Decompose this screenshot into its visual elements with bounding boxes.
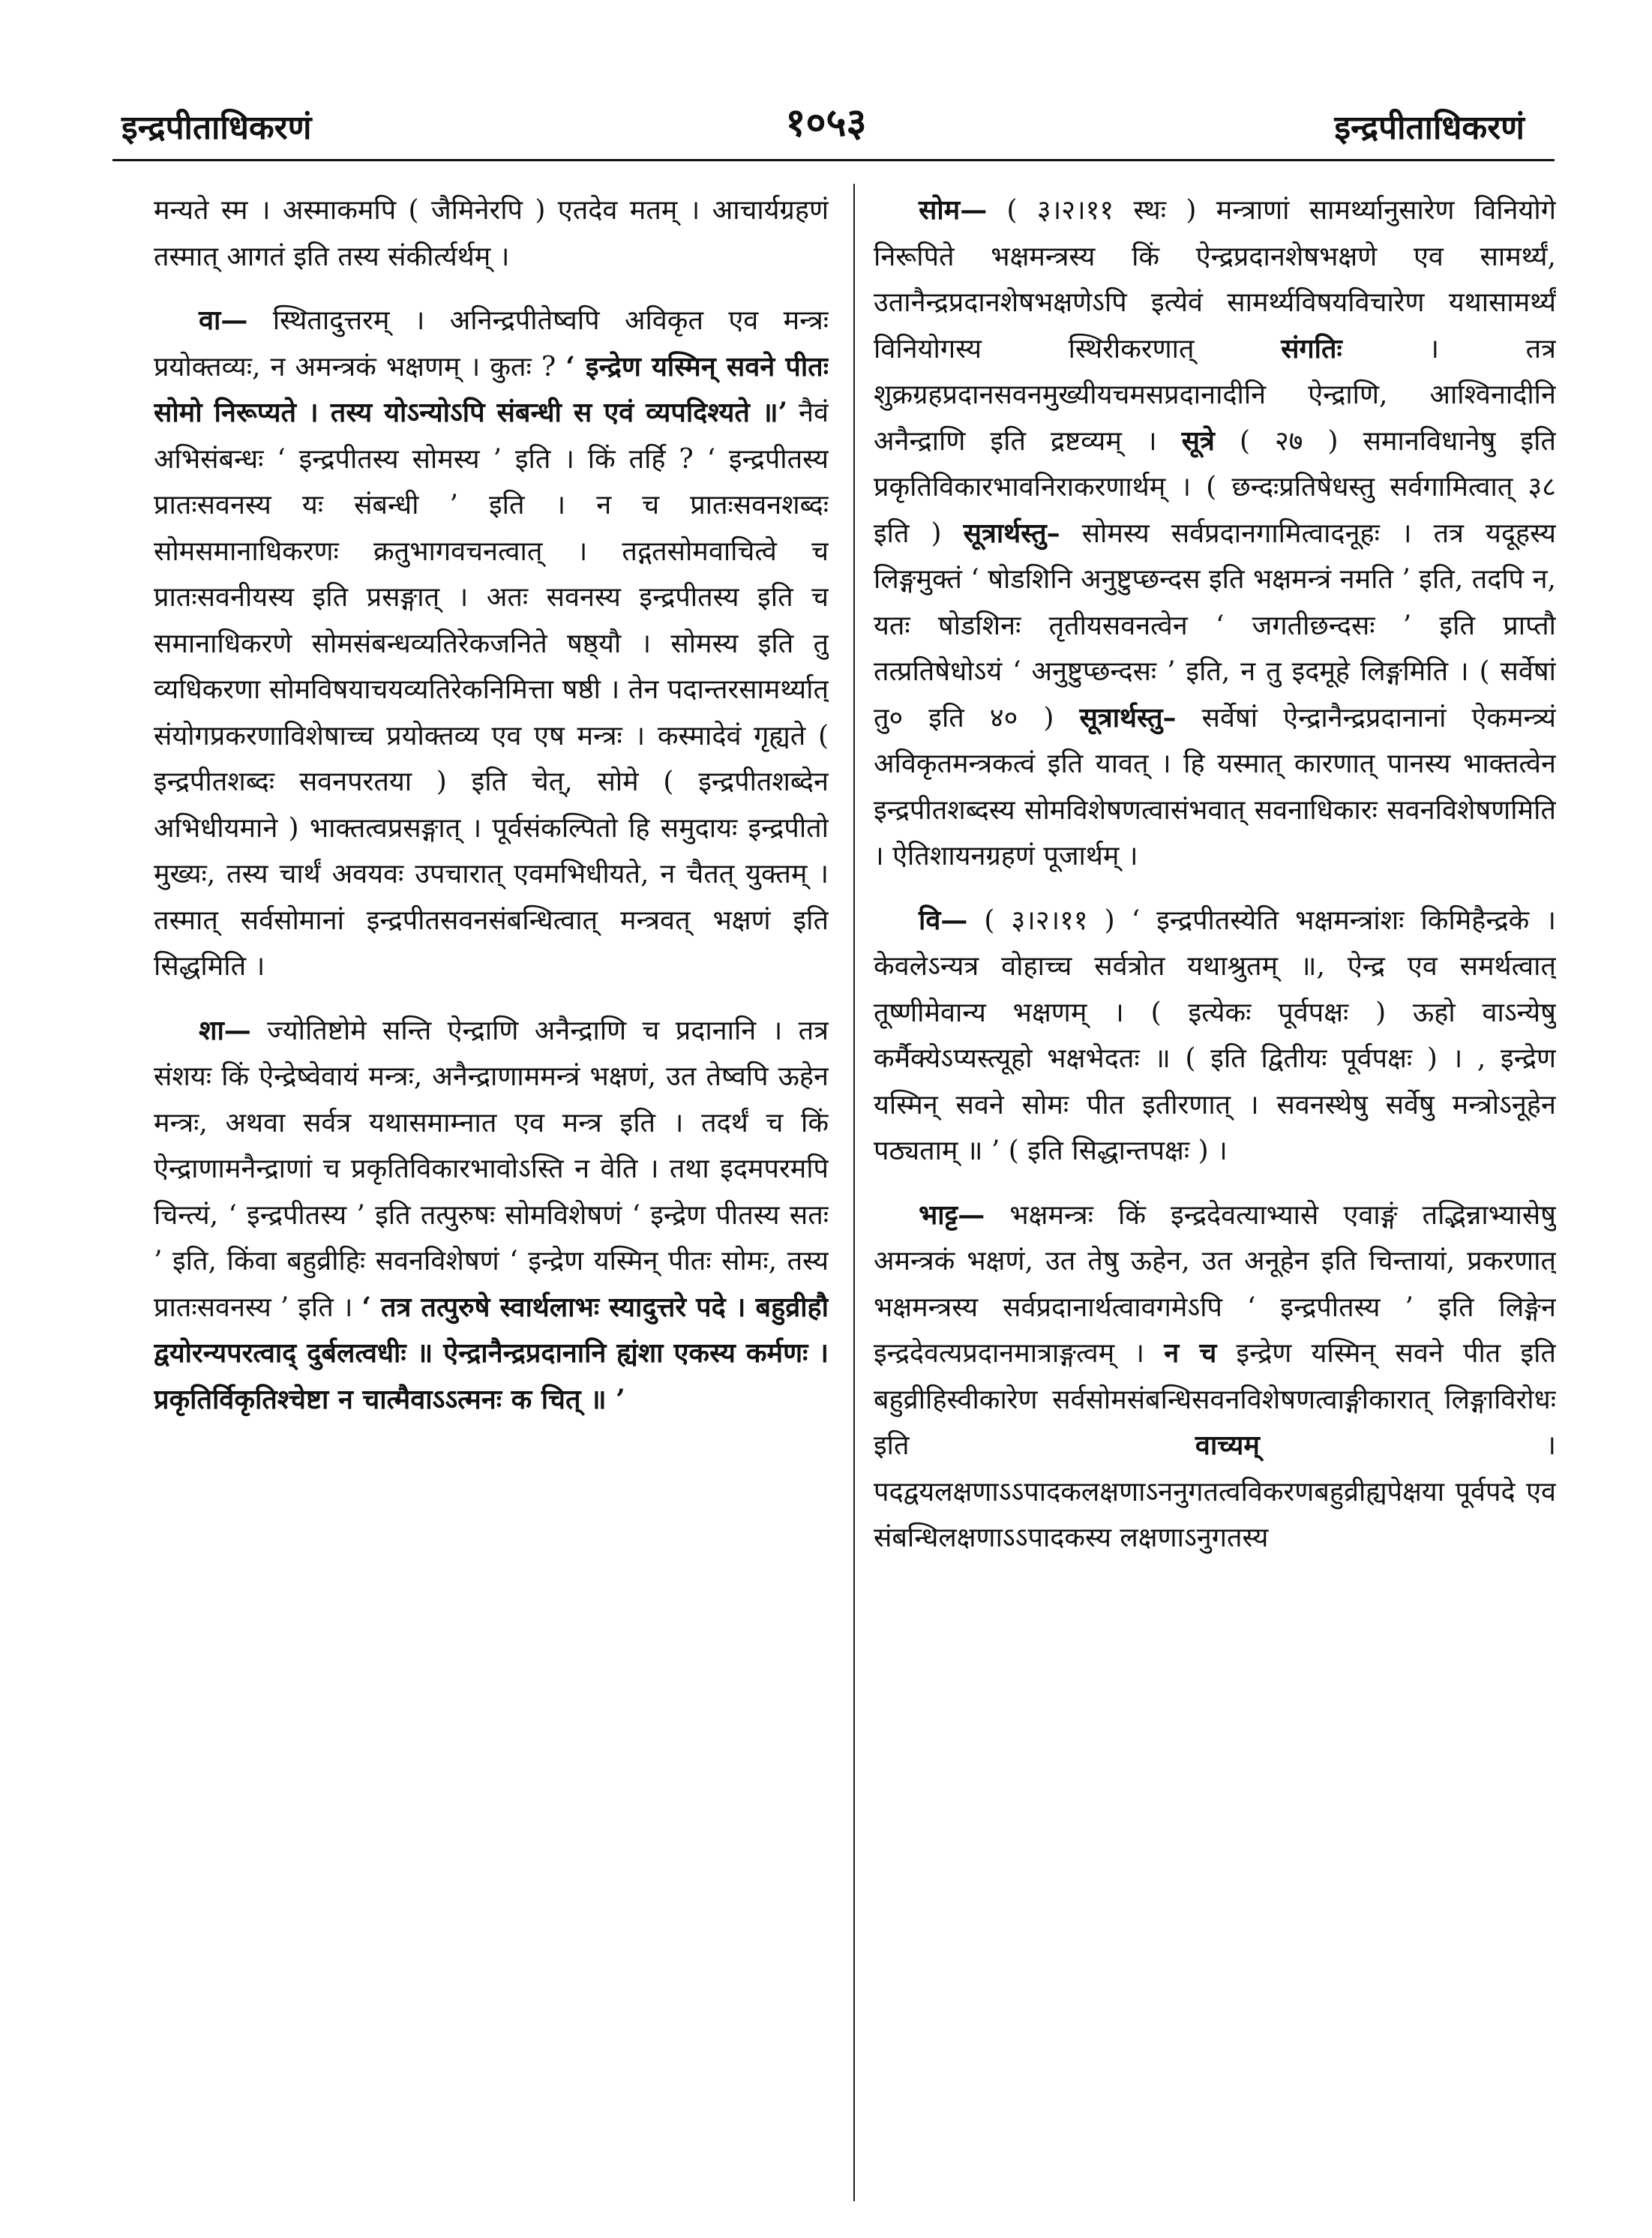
verse-quote: ‘ इन्द्रेण यस्मिन् सवने पीतः सोमो निरूप्यते । तस्य योऽन्योऽपि संबन्धी स एवं व्यपदिश्यते ॥’: [154, 350, 829, 428]
paragraph-text: सोमस्य सर्वप्रदानगामित्वादनूहः । तत्र यदूहस्य लिङ्गमुक्तं ‘ षोडशिनि अनुष्टुप्छन्दस इति भक्षमन्त्रं नमति ’ इति, तदपि न, यतः षोडशिनः तृतीयसवनत्वेन ‘ जगतीछन्दसः ’ इति प्राप्तौ तत्प्रतिषेधोऽयं ‘ अनुष्टुप्छन्दसः ’ इति, न तु इदमूहे लिङ्गमिति । ( सर्वेषां तु० इति ४० ): [874, 518, 1556, 734]
emphasis: संगतिः: [1281, 332, 1342, 364]
commentary-tag: भाट्ट—: [919, 1198, 985, 1231]
paragraph-text: । पदद्वयलक्षणाऽऽपादकलक्षणाऽननुगतत्वविकरणबहुव्रीह्यपेक्षया पूर्वपदे एव संबन्धिलक्षणाऽऽपादकस्य लक्षणाऽनुगतस्य: [874, 1430, 1556, 1553]
page-header: [112, 88, 1540, 156]
paragraph-text: मन्यते स्म । अस्माकमपि ( जैमिनेरपि ) एतदेव मतम् । आचार्यग्रहणं तस्मात् आगतं इति तस्य संकीर्त्यर्थम् ।: [154, 195, 829, 272]
header-rule: [112, 159, 1555, 161]
paragraph: [154, 298, 829, 990]
paragraph: [874, 898, 1556, 1174]
emphasis: वाच्यम्: [1195, 1430, 1260, 1461]
commentary-tag: वा—: [199, 304, 248, 336]
paragraph-text: ( ३।२।११ स्थः ) मन्त्राणां सामर्थ्यानुसारेण विनियोगे निरूपिते भक्षमन्त्रस्य किं ऐन्द्रप्रदानशेषभक्षणे एव सामर्थ्यं, उतानैन्द्रप्रदानशेषभक्षणेऽपि इत्येवं सामर्थ्यविषयविचारेण यथासामर्थ्यं विनियोगस्य स्थिरीकरणात्: [874, 195, 1556, 364]
commentary-tag: सोम—: [919, 194, 988, 226]
paragraph-text: भक्षमन्त्रः किं इन्द्रदेवत्याभ्यासे एवाङ्गं तद्भिन्नाभ्यासेषु अमन्त्रकं भक्षणं, उत तेषु ऊहेन, उत अनूहेन इति चिन्तायां, प्रकरणात् भक्षमन्त्रस्य सर्वप्रदानार्थत्वावगमेऽपि ‘ इन्द्रपीतस्य ’ इति लिङ्गेन इन्द्रदेवत्यप्रदानमात्राङ्गत्वम् ।: [874, 1199, 1556, 1369]
commentary-tag: वि—: [919, 904, 968, 936]
paragraph-text: ( २७ ) समानविधानेषु इति प्रकृतिविकारभावनिराकरणार्थम् । ( छन्दःप्रतिषेधस्तु सर्वगामित्वात् ३८ इति ): [874, 425, 1556, 549]
page-number: १०५३: [785, 100, 867, 146]
column-divider: [853, 184, 855, 2201]
left-column: [154, 188, 829, 2228]
verse-quote: ‘ तत्र तत्पुरुषे स्वार्थलाभः स्यादुत्तरे पदे । बहुव्रीहौ द्वयोरन्यपरत्वाद् दुर्बलत्वधीः ॥ ऐन्द्रानैन्द्रप्रदानानि ह्यंशा एकस्य कर्मणः । प्रकृतिर्विकृतिश्चेष्टा न चात्मैवाऽऽत्मनः क चित् ॥ ’: [154, 1291, 829, 1415]
right-column: [874, 188, 1556, 2228]
paragraph-text: ज्योतिष्टोमे सन्ति ऐन्द्राणि अनैन्द्राणि च प्रदानानि । तत्र संशयः किं ऐन्द्रेष्वेवायं मन्त्रः, अनैन्द्राणाममन्त्रं भक्षणं, उत तेष्वपि ऊहेन मन्त्रः, अथवा सर्वत्र यथासमाम्नात एव मन्त्र इति । तदर्थं च किं ऐन्द्राणामनैन्द्राणां च प्रकृतिविकारभावोऽस्ति न वेति । तथा इदमपरमपि चिन्त्यं, ‘ इन्द्रपीतस्य ’ इति तत्पुरुषः सोमविशेषणं ‘ इन्द्रेण पीतस्य सतः ’ इति, किंवा बहुव्रीहिः सवनविशेषणं ‘ इन्द्रेण यस्मिन् पीतः सोमः, तस्य प्रातःसवनस्य ’ इति ।: [154, 1015, 829, 1323]
running-title-left: इन्द्रपीताधिकरणं: [121, 109, 312, 147]
paragraph: [154, 188, 829, 280]
running-title-right: इन्द्रपीताधिकरणं: [1334, 109, 1525, 147]
paragraph: [154, 1008, 829, 1424]
paragraph: [874, 188, 1556, 880]
emphasis: सूत्रार्थस्तु–: [1079, 701, 1177, 734]
paragraph-text: ( ३।२।११ ) ‘ इन्द्रपीतस्येति भक्षमन्त्रांशः किमिहैन्द्रके । केवलेऽन्यत्र वोहाच्च सर्वत्रोत यथाश्रुतम् ॥, ऐन्द्र एव समर्थत्वात् तूष्णीमेवान्य भक्षणम् । ( इत्येकः पूर्वपक्षः ) ऊहो वाऽन्येषु कर्मैक्येऽप्यस्त्यूहो भक्षभेदतः ॥ ( इति द्वितीयः पूर्वपक्षः ) । , इन्द्रेण यस्मिन् सवने सोमः पीत इतीरणात् । सवनस्थेषु सर्वेषु मन्त्रोऽनूहेन पठ्यताम् ॥ ’ ( इति सिद्धान्तपक्षः ) ।: [874, 904, 1556, 1166]
emphasis: सूत्रार्थस्तु–: [963, 517, 1060, 549]
emphasis: न च: [1164, 1337, 1217, 1369]
paragraph-text: नैवं अभिसंबन्धः ‘ इन्द्रपीतस्य सोमस्य ’ इति । किं तर्हि ? ‘ इन्द्रपीतस्य प्रातःसवनस्य यः संबन्धी ’ इति । न च प्रातःसवनशब्दः सोमसमानाधिकरणः क्रतुभागवचनत्वात् । तद्गतसोमवाचित्वे च प्रातःसवनीयस्य इति प्रसङ्गात् । अतः सवनस्य इन्द्रपीतस्य इति च समानाधिकरणे सोमसंबन्धव्यतिरेकजनिते षष्ठ्यौ । सोमस्य इति तु व्यधिकरणा सोमविषयाचयव्यतिरेकनिमित्ता षष्ठी । तेन पदान्तरसामर्थ्यात् संयोगप्रकरणाविशेषाच्च प्रयोक्तव्य एव एष मन्त्रः । कस्मादेवं गृह्यते ( इन्द्रपीतशब्दः सवनपरतया ) इति चेत्, सोमे ( इन्द्रपीतशब्देन अभिधीयमाने ) भाक्तत्वप्रसङ्गात् । पूर्वसंकल्पितो हि समुदायः इन्द्रपीतो मुख्यः, तस्य चार्थं अवयवः उपचारात् एवमभिधीयते, न चैतत् युक्तम् । तस्मात् सर्वसोमानां इन्द्रपीतसवनसंबन्धित्वात् मन्त्रवत् भक्षणं इति सिद्धमिति ।: [154, 398, 829, 982]
paragraph-text: सर्वेषां ऐन्द्रानैन्द्रप्रदानानां ऐकमन्त्र्यं अविकृतमन्त्रकत्वं इति यावत् । हि यस्मात् कारणात् पानस्य भाक्तत्वेन इन्द्रपीतशब्दस्य सोमविशेषणत्वासंभवात् सवनाधिकारः सवनविशेषणमिति । ऐतिशायनग्रहणं पूजार्थम् ।: [874, 702, 1556, 872]
paragraph-text: । तत्र शुक्रग्रहप्रदानसवनमुख्यीयचमसप्रदानादीनि ऐन्द्राणि, आश्विनादीनि अनैन्द्राणि इति द्रष्टव्यम् ।: [874, 333, 1556, 457]
paragraph: [874, 1192, 1556, 1562]
commentary-tag: शा—: [199, 1014, 251, 1046]
paragraph-text: स्थितादुत्तरम् । अनिन्द्रपीतेष्वपि अविकृत एव मन्त्रः प्रयोक्तव्यः, न अमन्त्रकं भक्षणम् । कुतः ?: [154, 305, 829, 382]
emphasis: सूत्रे: [1181, 424, 1215, 457]
paragraph-text: इन्द्रेण यस्मिन् सवने पीत इति बहुव्रीहिस्वीकारेण सर्वसोमसंबन्धिसवनविशेषणत्वाङ्गीकारात् लिङ्गाविरोधः इति: [874, 1338, 1556, 1461]
